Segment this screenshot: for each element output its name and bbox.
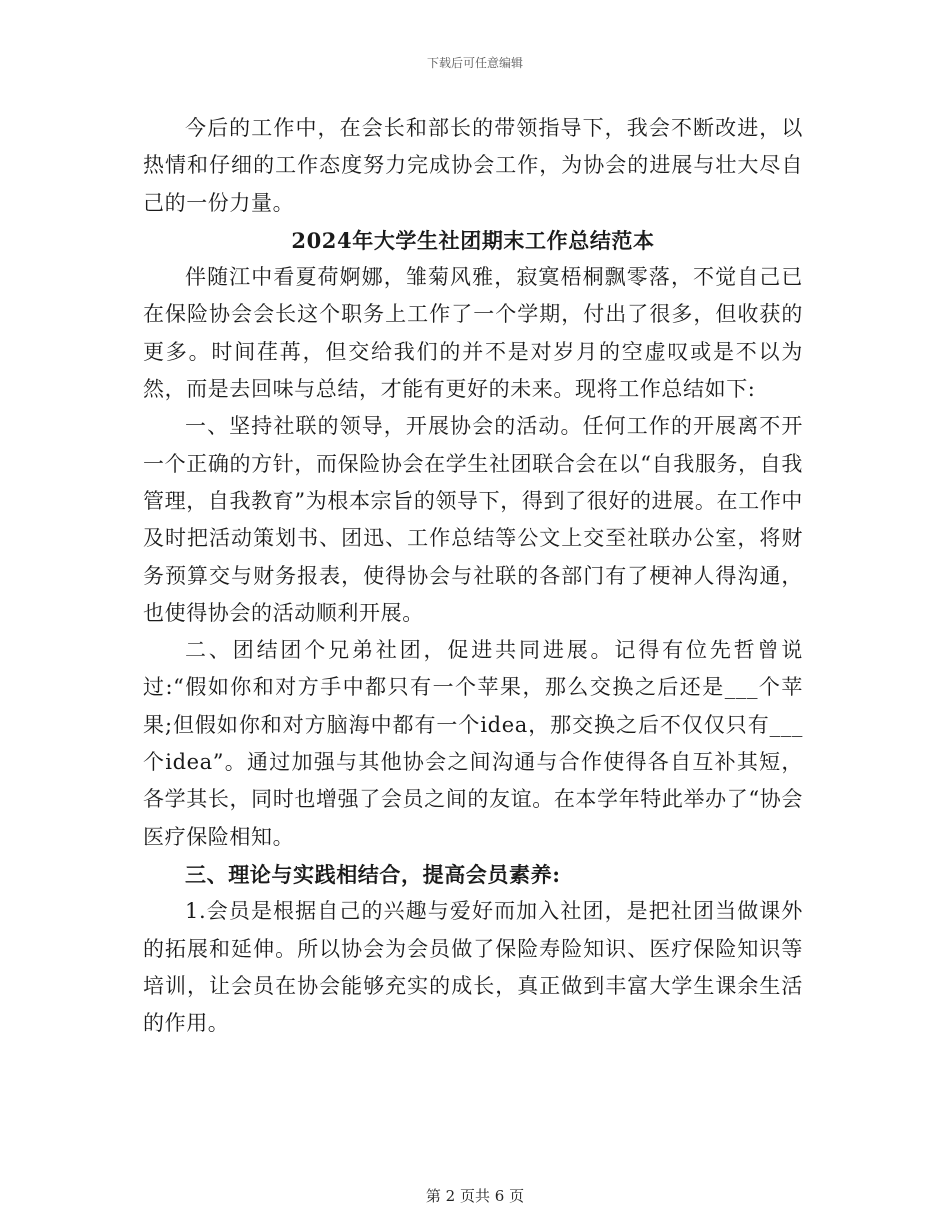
paragraph-section-3-item-1: 1.会员是根据自己的兴趣与爱好而加入社团，是把社团当做课外的拓展和延伸。所以协会为会员做了保险寿险知识、医疗保险知识等培训，让会员在协会能够充实的成长，真正做到丰富大学生课余生活的作用。 [143, 899, 803, 1036]
paragraph-section-1: 一、坚持社联的领导，开展协会的活动。任何工作的开展离不开一个正确的方针，而保险协会在学生社团联合会在以“自我服务，自我管理，自我教育”为根本宗旨的领导下，得到了很好的进展。在工作中及时把活动策划书、团迅、工作总结等公文上交至社联办公室，将财务预算交与财务报表，使得协会与社联的各部门有了梗神人得沟通，也使得协会的活动顺利开展。 [143, 414, 803, 625]
section-3-heading: 三、理论与实践相结合，提高会员素养: [185, 861, 561, 887]
document-body [143, 110, 803, 1042]
paragraph-closing: 今后的工作中，在会长和部长的带领指导下，我会不断改进，以热情和仔细的工作态度努力完成协会工作，为协会的进展与壮大尽自己的一份力量。 [143, 116, 803, 215]
paragraph-intro: 伴随江中看夏荷婀娜，雏菊风雅，寂寞梧桐飘零落，不觉自己已在保险协会会长这个职务上工作了一个学期，付出了很多，但收获的更多。时间荏苒，但交给我们的并不是对岁月的空虚叹或是不以为然，而是去回味与总结，才能有更好的未来。现将工作总结如下: [143, 265, 803, 402]
page-header: 下载后可任意编辑 [426, 56, 523, 70]
paragraph-section-2: 二、团结团个兄弟社团，促进共同进展。记得有位先哲曾说过:“假如你和对方手中都只有一个苹果，那么交换之后还是___个苹果;但假如你和对方脑海中都有一个idea，那交换之后不仅仅只有___个idea”。通过加强与其他协会之间沟通与合作使得各自互补其短，各学其长，同时也增强了会员之间的友谊。在本学年特此举办了“协会医疗保险相知。 [143, 638, 803, 849]
document-title: 2024年大学生社团期末工作总结范本 [291, 227, 655, 253]
page-number: 第 2 页共 6 页 [425, 1187, 525, 1205]
